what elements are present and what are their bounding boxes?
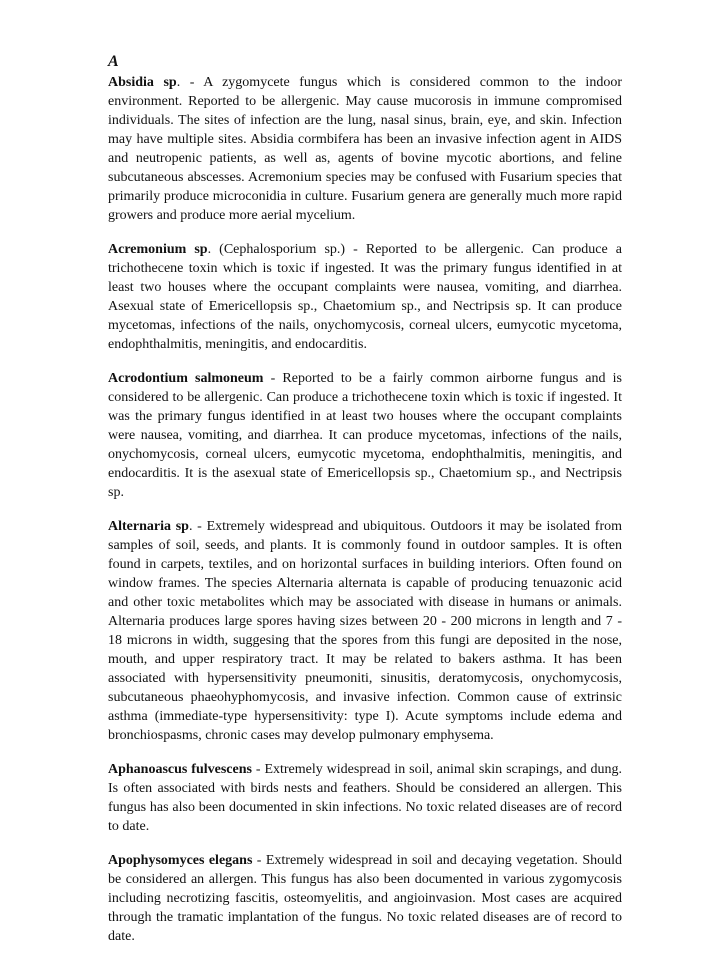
entry-description: - Reported to be a fairly common airborne fungus and is considered to be allergenic. Can produce a trichothecene toxin which is toxic if ingested. It was the primary fungus identified in at least two houses where the occupant complaints were nausea, vomiting, and diarrhea. It can produce mycetomas, infections of the nails, onychomycosis, corneal ulcers, eumycotic mycetoma, endophthalmitis, meningitis, and endocarditis. It is the asexual state of Emericellopsis sp., Chaetomium sp., and Nectripsis sp. xyxy=(108,371,622,500)
entry-description: . - Extremely widespread and ubiquitous. Outdoors it may be isolated from samples of soil, seeds, and plants. It is commonly found in outdoor samples. It is often found in carpets, textiles, and on horizontal surfaces in building interiors. Often found on window frames. The species Alternaria alternata is capable of producing tenuazonic acid and other toxic metabolites which may be associated with disease in humans or animals. Alternaria produces large spores having sizes between 20 - 200 microns in length and 7 - 18 microns in width, suggesing that the spores from this fungi are deposited in the nose, mouth, and upper respiratory tract. It may be related to bakers asthma. It has been associated with hypersensitivity pneumoniti, sinusitis, deratomycosis, onychomycosis, subcutaneous phaeohyphomycosis, and invasive infection. Common cause of extrinsic asthma (immediate-type hypersensitivity: type I). Acute symptoms include edema and bronchiospasms, chronic cases may develop pulmonary emphysema. xyxy=(108,519,622,743)
entry-acremonium xyxy=(108,240,622,354)
entry-alternaria xyxy=(108,517,622,745)
entry-term: Aphanoascus fulvescens xyxy=(108,762,252,777)
entry-description: - Extremely widespread in soil, animal skin scrapings, and dung. Is often associated with birds nests and feathers. Should be considered an allergen. This fungus has also been documented in skin infections. No toxic related diseases are of record to date. xyxy=(108,762,622,834)
entry-term: Absidia sp xyxy=(108,75,177,90)
entry-term: Apophysomyces elegans xyxy=(108,853,253,868)
entry-term: Acremonium sp xyxy=(108,242,208,257)
entry-description: - Extremely widespread in soil and decaying vegetation. Should be considered an allergen. This fungus has also been documented in various zygomycosis including necrotizing fascitis, osteomyelitis, and angioinvasion. Most cases are acquired through the tramatic implantation of the fungus. No toxic related diseases are of record to date. xyxy=(108,853,622,944)
entry-aphanoascus xyxy=(108,760,622,836)
entry-description: . (Cephalosporium sp.) - Reported to be allergenic. Can produce a trichothecene toxin which is toxic if ingested. It was the primary fungus identified in at least two houses where the occupant complaints were nausea, vomiting, and diarrhea. Asexual state of Emericellopsis sp., Chaetomium sp., and Nectripsis sp. It can produce mycetomas, infections of the nails, onychomycosis, corneal ulcers, eumycotic mycetoma, endophthalmitis, meningitis, and endocarditis. xyxy=(108,242,622,352)
entry-absidia xyxy=(108,73,622,225)
entry-term: Acrodontium salmoneum xyxy=(108,371,264,386)
section-letter-heading: A xyxy=(108,53,119,70)
entry-term: Alternaria sp xyxy=(108,519,189,534)
entry-apophysomyces xyxy=(108,851,622,946)
document-page xyxy=(108,53,622,961)
entry-description: . - A zygomycete fungus which is considered common to the indoor environment. Reported to be allergenic. May cause mucorosis in immune compromised individuals. The sites of infection are the lung, nasal sinus, brain, eye, and skin. Infection may have multiple sites. Absidia cormbifera has been an invasive infection agent in AIDS and neutropenic patients, as well as, agents of bovine mycotic abortions, and feline subcutaneous abscesses. Acremonium species may be confused with Fusarium species that primarily produce microconidia in culture. Fusarium genera are generally much more rapid growers and produce more aerial mycelium. xyxy=(108,75,622,223)
entry-acrodontium xyxy=(108,369,622,502)
